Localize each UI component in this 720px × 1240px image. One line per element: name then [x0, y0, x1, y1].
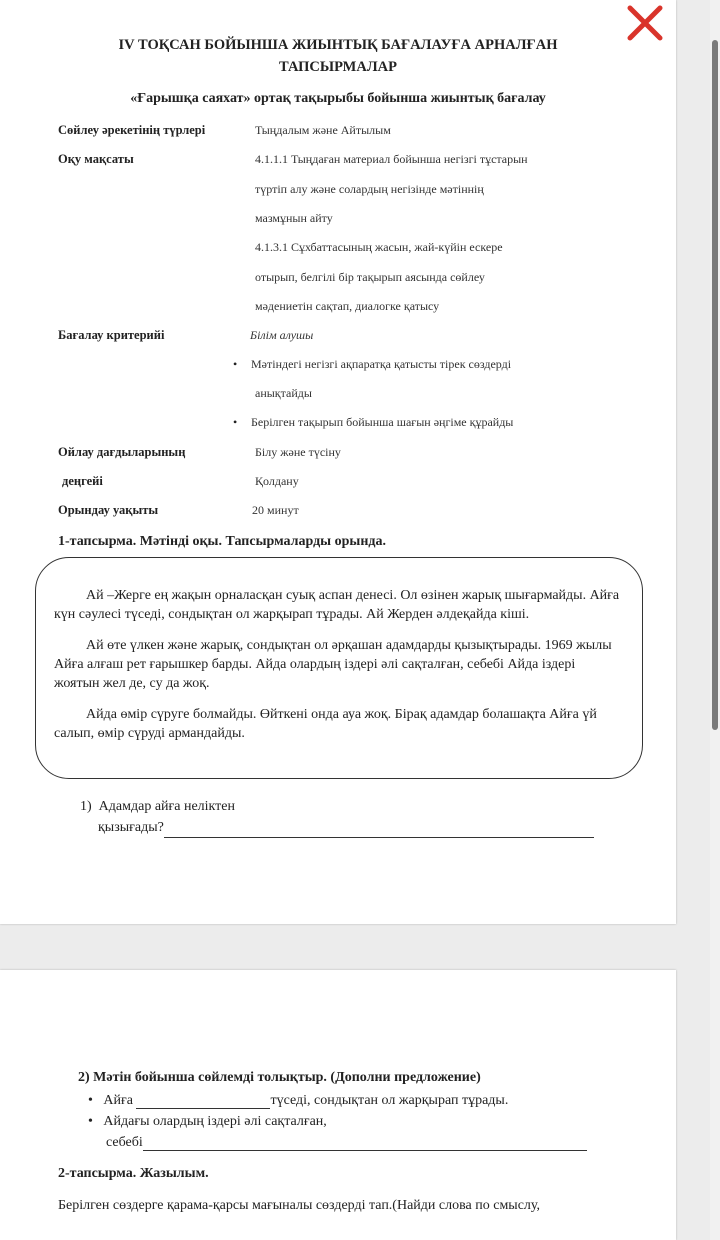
skills-label-cont: деңгейі: [62, 474, 103, 488]
criteria-label: Бағалау критерийі: [58, 328, 165, 342]
time-value: 20 минут: [252, 503, 299, 517]
bullet-icon: •: [233, 415, 238, 429]
paragraph: Ай өте үлкен және жарық, сондықтан ол әрқашан адамдарды қызықтырады. 1969 жылы Айға алғаш рет ғарышкер барды. Айда олардың іздері әлі сақталған, себебі Айда іздері жоятын жел де, су да жоқ.: [54, 638, 612, 691]
paragraph: Ай –Жерге ең жақын орналасқан суық аспан денесі. Ол өзінен жарық шығармайды. Айға күн сәулесі түседі, сондықтан ол жарқырап тұрады. Ай Жерден әлдеқайда кіші.: [54, 588, 620, 622]
goal-line: 4.1.1.1 Тыңдаған материал бойынша негізгі тұстарын: [255, 152, 528, 166]
skills-value: Қолдану: [255, 474, 299, 488]
fill-bullet-2: [88, 1114, 327, 1130]
skills-value: Білу және түсіну: [255, 445, 341, 459]
fill-bullet-2-cont: [106, 1135, 587, 1151]
goal-line: 4.1.3.1 Сұхбаттасының жасын, жай-күйін ескере: [255, 240, 503, 254]
question-number: 1): [80, 799, 92, 814]
answer-blank[interactable]: [136, 1094, 270, 1109]
fill-end: түседі, сондықтан ол жарқырап тұрады.: [270, 1093, 509, 1108]
question-text: Адамдар айға неліктен: [98, 799, 236, 814]
criteria-bullet: Мәтіндегі негізгі ақпаратқа қатысты тірек сөздерді: [251, 357, 512, 371]
activity-label: Сөйлеу әрекетінің түрлері: [58, 123, 206, 137]
question-2-title: 2) Мәтін бойынша сөйлемді толықтыр. (Дополни предложение): [78, 1070, 481, 1085]
criteria-value: Білім алушы: [250, 328, 314, 342]
activity-value: Тыңдалым және Айтылым: [255, 123, 391, 137]
scrollbar-thumb[interactable]: [712, 40, 718, 730]
time-label: Орындау уақыты: [58, 503, 159, 517]
goal-line: мәдениетін сақтап, диалогке қатысу: [255, 299, 440, 313]
paragraph: Айда өмір сүруге болмайды. Өйткені онда ауа жоқ. Бірақ адамдар болашақта Айға үй салып, өмір сүруді армандайды.: [54, 707, 597, 741]
fill-start: Айдағы олардың іздері әлі сақталған,: [103, 1114, 327, 1129]
question-text-cont: қызығады?: [98, 820, 164, 835]
criteria-bullet: Берілген тақырып бойынша шағын әңгіме құрайды: [251, 415, 514, 429]
goal-line: мазмұнын айту: [255, 211, 333, 225]
criteria-bullet-cont: анықтайды: [255, 386, 312, 400]
doc-title-line-2: ТАПСЫРМАЛАР: [279, 59, 397, 75]
scrollbar[interactable]: [710, 0, 720, 1240]
question-1: [80, 796, 594, 838]
bullet-icon: •: [233, 357, 238, 371]
goal-label: Оқу мақсаты: [58, 152, 134, 166]
fill-bullet-1: [88, 1093, 508, 1109]
answer-line[interactable]: [164, 823, 594, 838]
fill-text: себебі: [106, 1135, 143, 1150]
task2-instruction: Берілген сөздерге қарама-қарсы мағыналы сөздерді тап.(Найди слова по смыслу,: [58, 1198, 541, 1213]
skills-label: Ойлау дағдыларының: [58, 445, 186, 459]
bullet-icon: •: [88, 1114, 93, 1129]
goal-line: түртіп алу және солардың негізінде мәтіннің: [255, 182, 484, 196]
goal-line: отырып, белгілі бір тақырып аясында сөйлеу: [255, 270, 485, 284]
doc-subtitle: «Ғарышқа саяхат» ортақ тақырыбы бойынша жиынтық бағалау: [130, 91, 546, 106]
task1-title: 1-тапсырма. Мәтінді оқы. Тапсырмаларды орында.: [58, 534, 386, 549]
fill-start: Айға: [103, 1093, 133, 1108]
answer-blank[interactable]: [143, 1136, 587, 1151]
bullet-icon: •: [88, 1093, 93, 1108]
task2-title: 2-тапсырма. Жазылым.: [58, 1166, 209, 1181]
reading-text-box: [35, 557, 643, 779]
doc-title-line-1: IV ТОҚСАН БОЙЫНША ЖИЫНТЫҚ БАҒАЛАУҒА АРНАЛҒАН: [118, 37, 558, 53]
